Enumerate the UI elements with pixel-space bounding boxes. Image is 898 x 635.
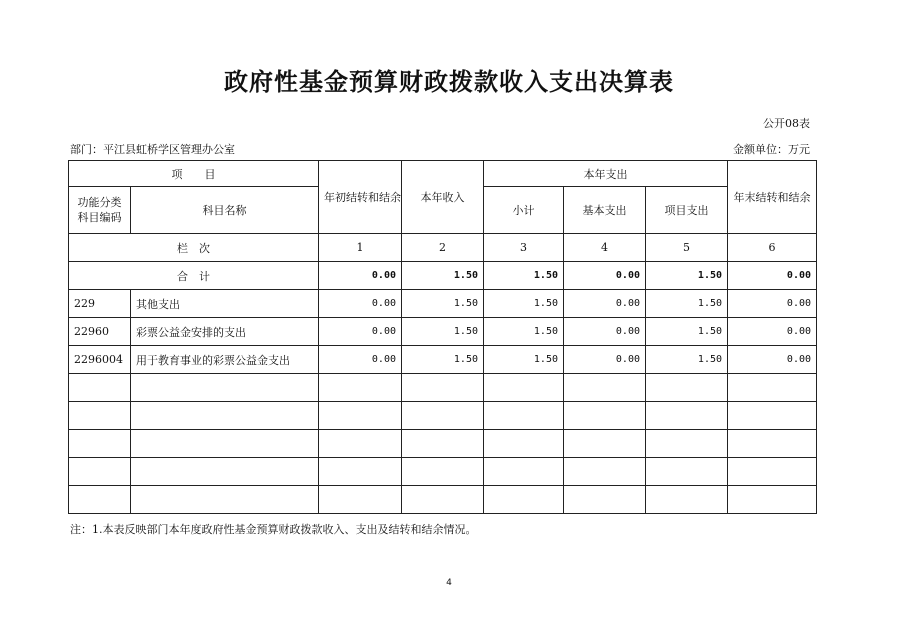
header-income: 本年收入 [402,161,484,234]
form-number: 公开08表 [763,117,810,130]
row-cell: 1.50 [646,346,728,374]
header-func-code: 功能分类 科目编码 [69,187,131,234]
row-cell: 0.00 [564,346,646,374]
row-cell: 0.00 [319,346,402,374]
index-col: 5 [646,234,728,262]
total-row [69,262,817,290]
row-name: 用于教育事业的彩票公益金支出 [131,346,319,374]
index-row [69,234,817,262]
table-row [69,318,817,346]
department-label: 部门：平江县虹桥学区管理办公室 [70,143,235,156]
row-cell: 0.00 [319,290,402,318]
total-cell: 1.50 [484,262,564,290]
row-cell: 1.50 [402,318,484,346]
index-col: 2 [402,234,484,262]
total-cell: 0.00 [728,262,817,290]
header-basic: 基本支出 [564,187,646,234]
table-row [69,346,817,374]
row-cell: 0.00 [728,290,817,318]
footnote: 注：1.本表反映部门本年度政府性基金预算财政拨款收入、支出及结转和结余情况。 [70,523,477,536]
total-cell: 1.50 [402,262,484,290]
total-cell: 0.00 [319,262,402,290]
empty-row [69,430,817,458]
empty-row [69,486,817,514]
row-cell: 0.00 [728,318,817,346]
row-name: 其他支出 [131,290,319,318]
index-label: 栏 次 [69,234,319,262]
row-cell: 1.50 [484,290,564,318]
table-row [69,290,817,318]
header-project: 项目支出 [646,187,728,234]
row-code: 22960 [69,318,131,346]
total-label: 合 计 [69,262,319,290]
empty-row [69,458,817,486]
header-item: 项 目 [69,161,319,187]
row-cell: 1.50 [484,346,564,374]
row-cell: 1.50 [484,318,564,346]
unit-label: 金额单位：万元 [733,143,810,156]
header-subject-name: 科目名称 [131,187,319,234]
row-cell: 1.50 [646,318,728,346]
empty-row [69,374,817,402]
row-cell: 1.50 [402,290,484,318]
index-col: 3 [484,234,564,262]
row-cell: 0.00 [319,318,402,346]
total-cell: 1.50 [646,262,728,290]
row-code: 229 [69,290,131,318]
header-begin-balance: 年初结转和结余 [319,161,402,234]
row-cell: 1.50 [646,290,728,318]
page-number: 4 [446,578,452,588]
budget-table [68,160,817,514]
index-col: 6 [728,234,817,262]
header-end-balance: 年末结转和结余 [728,161,817,234]
page-title: 政府性基金预算财政拨款收入支出决算表 [224,67,674,96]
header-subtotal: 小计 [484,187,564,234]
header-expense-group: 本年支出 [484,161,728,187]
row-cell: 1.50 [402,346,484,374]
row-name: 彩票公益金安排的支出 [131,318,319,346]
row-cell: 0.00 [564,318,646,346]
index-col: 4 [564,234,646,262]
index-col: 1 [319,234,402,262]
empty-row [69,402,817,430]
total-cell: 0.00 [564,262,646,290]
row-code: 2296004 [69,346,131,374]
row-cell: 0.00 [564,290,646,318]
row-cell: 0.00 [728,346,817,374]
